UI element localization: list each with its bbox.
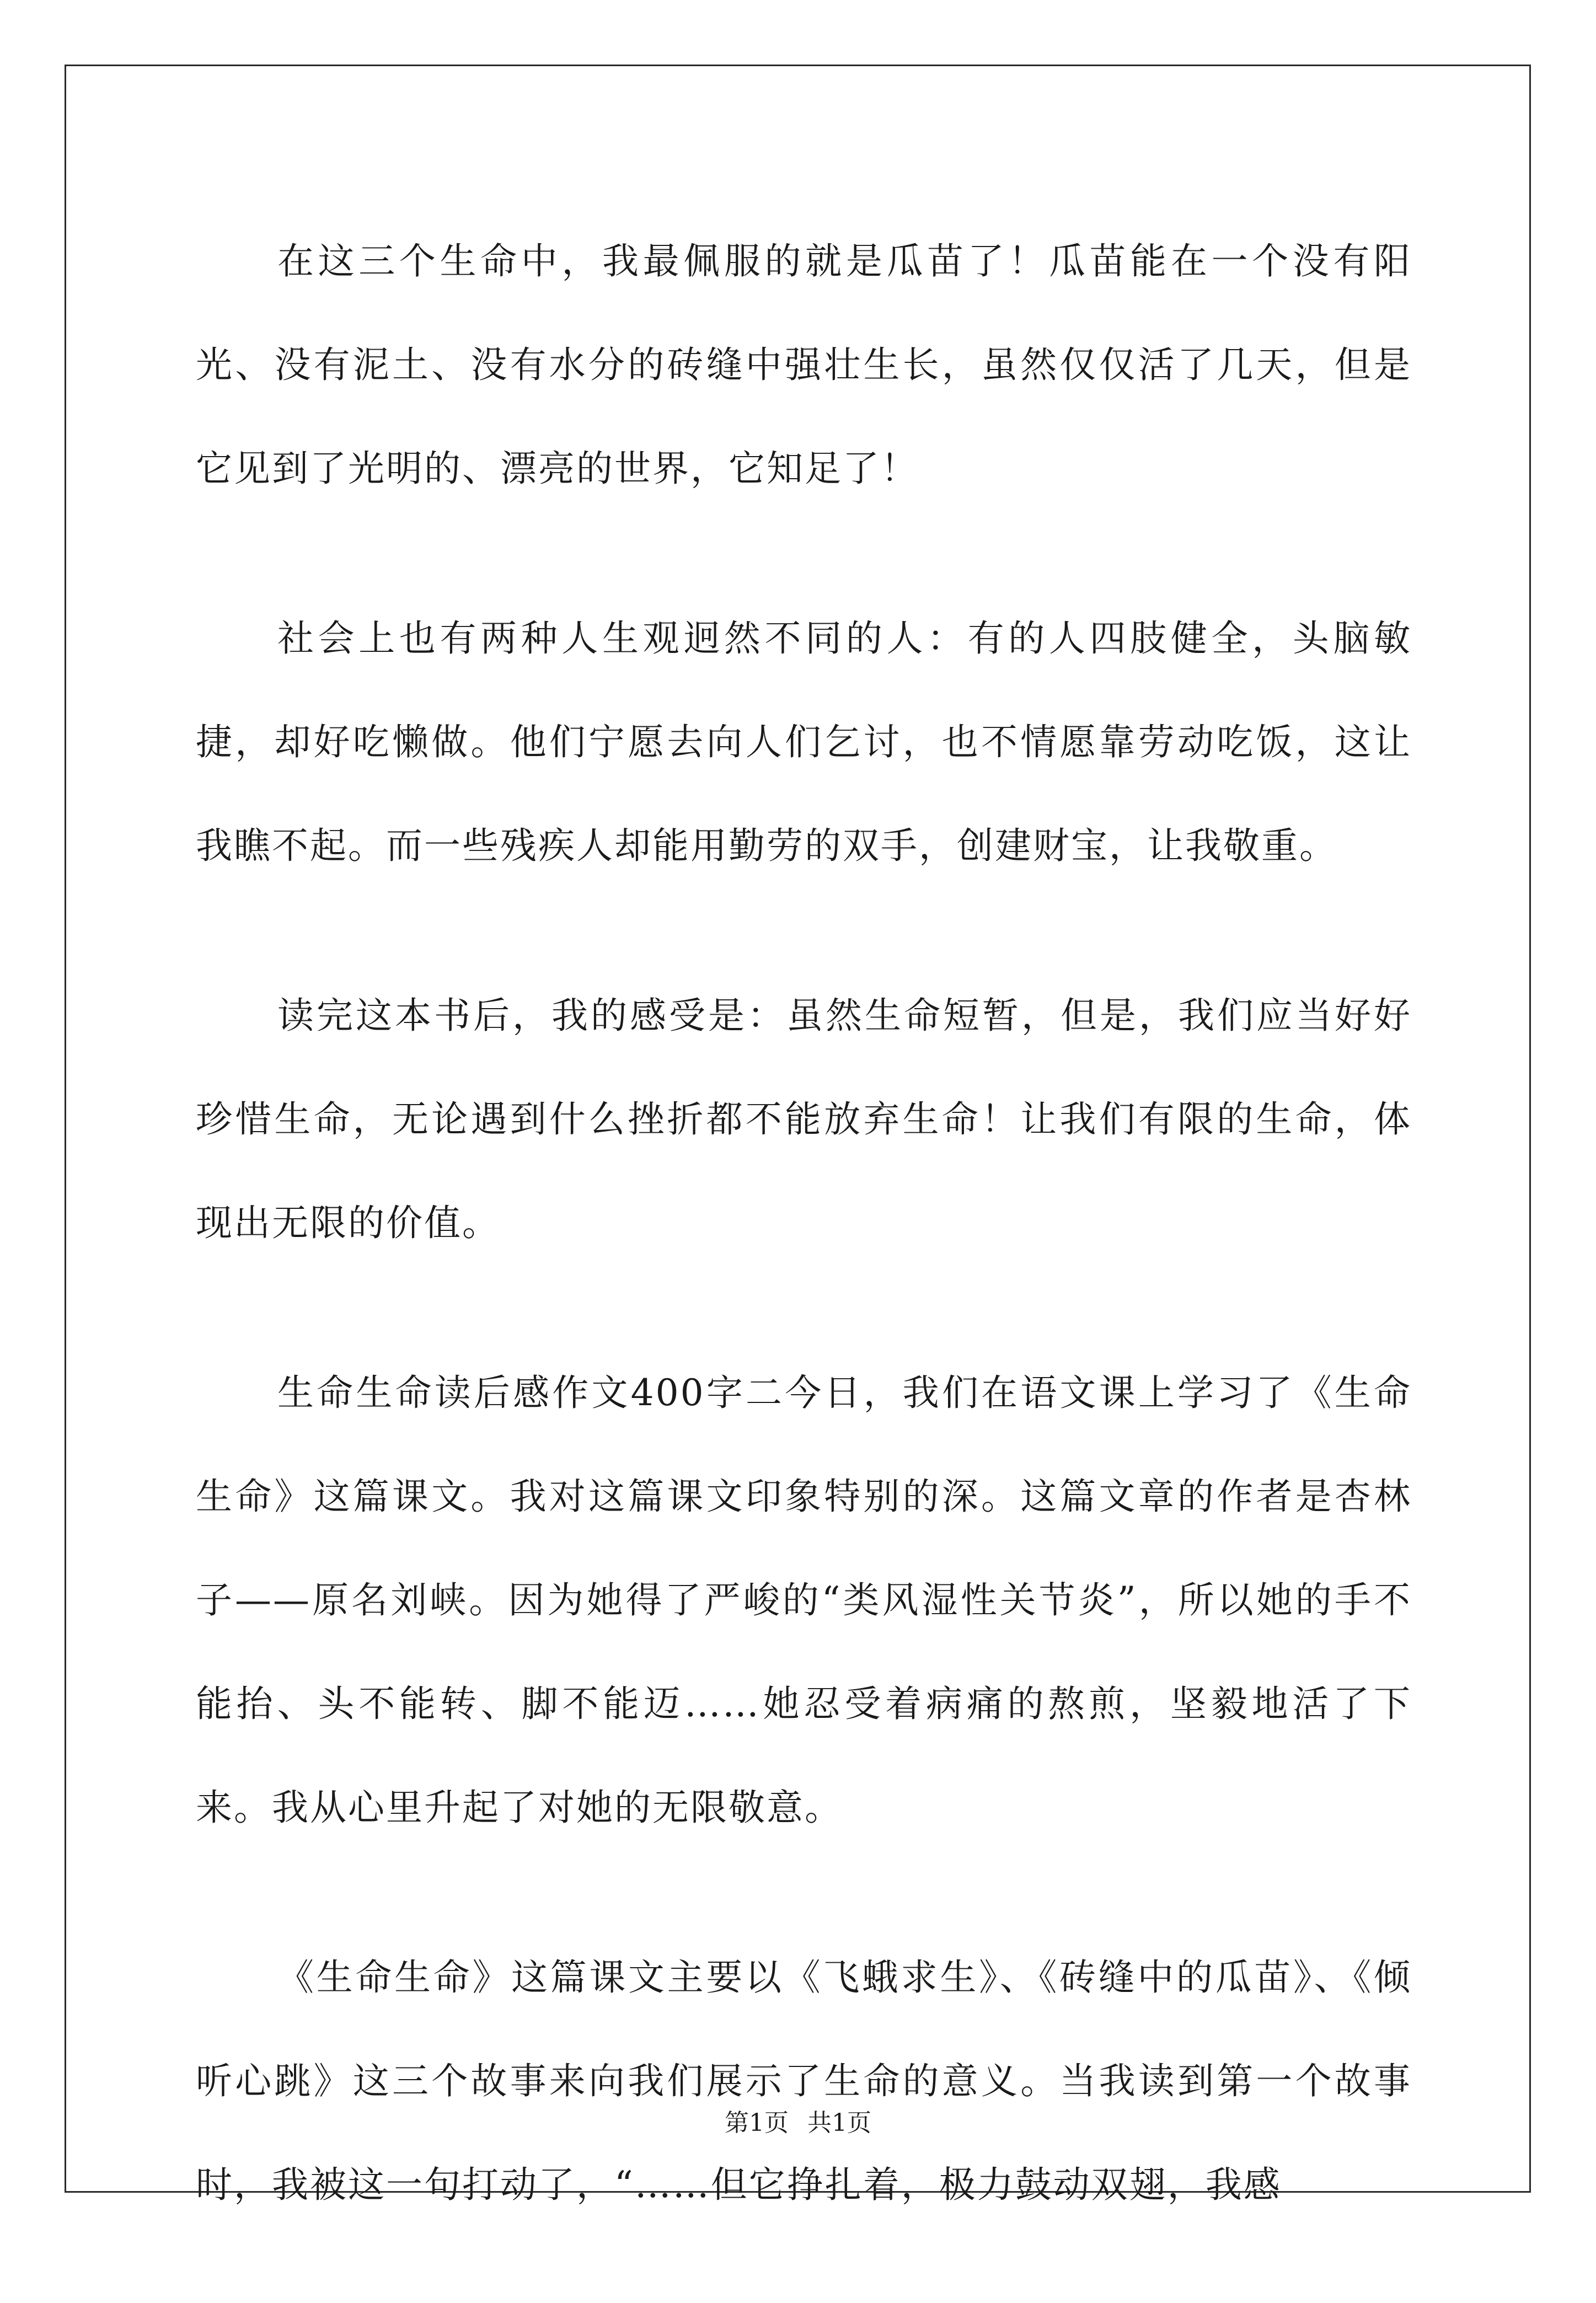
document-body — [196, 210, 1412, 2303]
page-total: 共1页 — [807, 2109, 871, 2137]
paragraph-3: 读完这本书后，我的感受是：虽然生命短暂，但是，我们应当好好珍惜生命，无论遇到什么挫折都不能放弃生命！让我们有限的生命，体现出无限的价值。 — [196, 994, 1412, 1244]
paragraph-2: 社会上也有两种人生观迥然不同的人：有的人四肢健全，头脑敏捷，却好吃懒做。他们宁愿去向人们乞讨，也不情愿靠劳动吃饭，这让我瞧不起。而一些残疾人却能用勤劳的双手，创建财宝，让我敬重。 — [196, 617, 1412, 867]
page-footer — [0, 2107, 1596, 2140]
paragraph-5: 《生命生命》这篇课文主要以《飞蛾求生》、《砖缝中的瓜苗》、《倾听心跳》这三个故事来向我们展示了生命的意义。当我读到第一个故事时，我被这一句打动了，“……但它挣扎着，极力鼓动双翅，我感 — [196, 1956, 1412, 2206]
paragraph-4: 生命生命读后感作文400字二今日，我们在语文课上学习了《生命生命》这篇课文。我对这篇课文印象特别的深。这篇文章的作者是杏林子——原名刘峡。因为她得了严峻的“类风湿性关节炎”，所以她的手不能抬、头不能转、脚不能迈……她忍受着病痛的熬煎，坚毅地活了下来。我从心里升起了对她的无限敬意。 — [196, 1372, 1412, 1829]
paragraph-1: 在这三个生命中，我最佩服的就是瓜苗了！瓜苗能在一个没有阳光、没有泥土、没有水分的砖缝中强壮生长，虽然仅仅活了几天，但是它见到了光明的、漂亮的世界，它知足了！ — [196, 240, 1412, 490]
page-number: 第1页 — [725, 2109, 789, 2137]
